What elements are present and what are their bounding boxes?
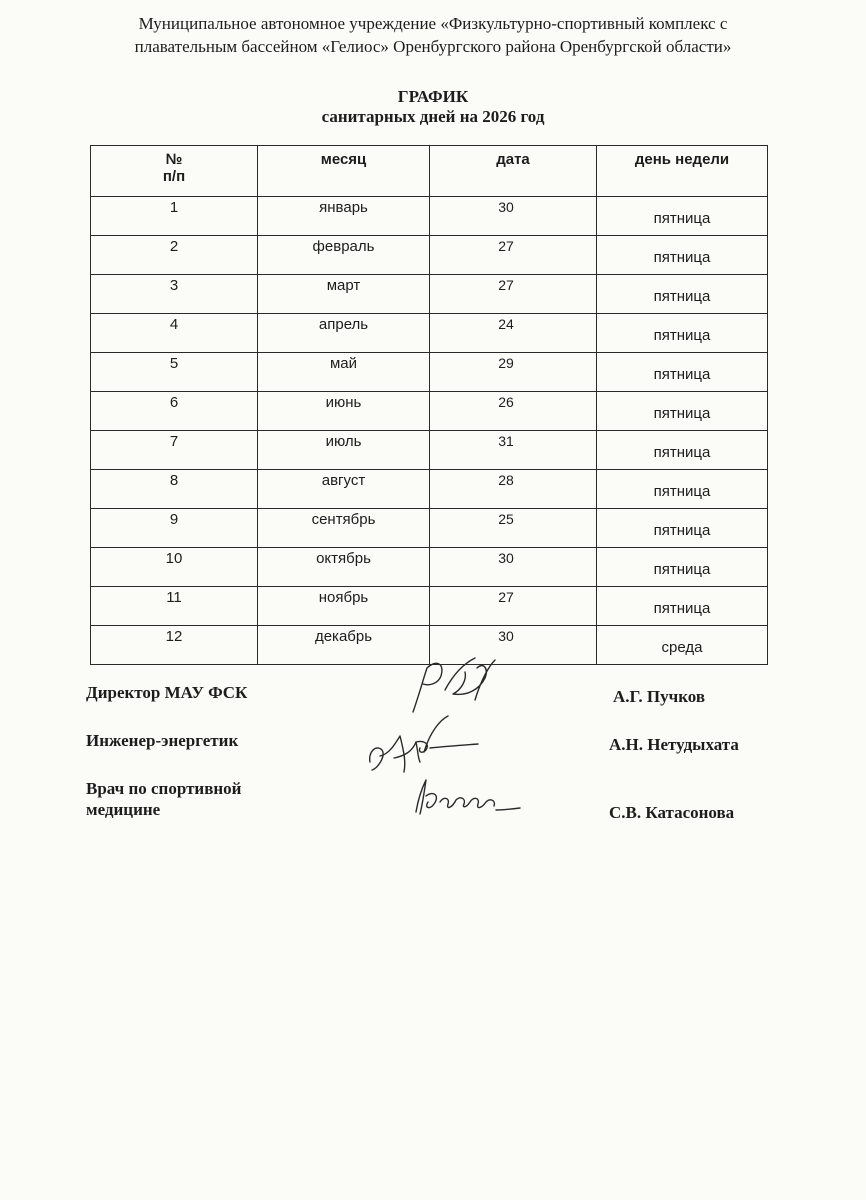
row-month: сентябрь: [258, 509, 430, 548]
row-weekday: пятница: [597, 314, 768, 353]
row-weekday: пятница: [597, 353, 768, 392]
row-number: 3: [91, 275, 258, 314]
row-month: май: [258, 353, 430, 392]
row-weekday: пятница: [597, 392, 768, 431]
header-number: [91, 146, 258, 197]
director-signature: [405, 650, 505, 720]
row-number: 2: [91, 236, 258, 275]
row-date: 24: [430, 314, 597, 353]
row-number: 9: [91, 509, 258, 548]
table-row: [91, 470, 768, 509]
row-month: февраль: [258, 236, 430, 275]
sanitary-days-table: [90, 145, 768, 665]
table-row: [91, 275, 768, 314]
row-date: 30: [430, 626, 597, 665]
row-weekday: пятница: [597, 275, 768, 314]
doctor-role-line1: Врач по спортивной: [86, 779, 242, 798]
table-row: [91, 236, 768, 275]
row-date: 26: [430, 392, 597, 431]
row-number: 11: [91, 587, 258, 626]
row-number: 7: [91, 431, 258, 470]
row-date: 29: [430, 353, 597, 392]
row-month: апрель: [258, 314, 430, 353]
doctor-name: С.В. Катасонова: [609, 803, 735, 822]
institution-name-line1: Муниципальное автономное учреждение «Физкультурно-спортивный комплекс с: [138, 14, 728, 33]
row-month: июль: [258, 431, 430, 470]
row-number: 8: [91, 470, 258, 509]
header-number-abbr: п/п: [162, 168, 186, 185]
table-row: [91, 392, 768, 431]
director-role: Директор МАУ ФСК: [86, 683, 248, 702]
row-weekday: пятница: [597, 236, 768, 275]
row-number: 1: [91, 197, 258, 236]
row-number: 5: [91, 353, 258, 392]
row-month: октябрь: [258, 548, 430, 587]
row-weekday: пятница: [597, 587, 768, 626]
header-date: дата: [430, 146, 597, 197]
row-month: август: [258, 470, 430, 509]
document-title: ГРАФИК: [397, 87, 469, 106]
institution-name-line2: плавательным бассейном «Гелиос» Оренбургского района Оренбургской области»: [134, 37, 732, 56]
row-weekday: пятница: [597, 197, 768, 236]
row-number: 6: [91, 392, 258, 431]
row-weekday: среда: [597, 626, 768, 665]
table-row: [91, 314, 768, 353]
table-row: [91, 548, 768, 587]
row-weekday: пятница: [597, 431, 768, 470]
row-number: 10: [91, 548, 258, 587]
row-date: 27: [430, 236, 597, 275]
row-month: март: [258, 275, 430, 314]
row-date: 30: [430, 548, 597, 587]
table-header-row: [91, 146, 768, 197]
header-number-symbol: №: [165, 151, 183, 168]
row-number: 4: [91, 314, 258, 353]
table-row: [91, 587, 768, 626]
row-date: 31: [430, 431, 597, 470]
row-date: 30: [430, 197, 597, 236]
row-weekday: пятница: [597, 548, 768, 587]
doctor-signature: [400, 772, 525, 822]
row-date: 27: [430, 587, 597, 626]
row-month: ноябрь: [258, 587, 430, 626]
doctor-role-line2: медицине: [86, 800, 161, 819]
header-weekday: день недели: [597, 146, 768, 197]
table-row: [91, 197, 768, 236]
document-subtitle: санитарных дней на 2026 год: [321, 107, 545, 126]
row-date: 27: [430, 275, 597, 314]
row-month: июнь: [258, 392, 430, 431]
row-date: 28: [430, 470, 597, 509]
row-date: 25: [430, 509, 597, 548]
header-month: месяц: [258, 146, 430, 197]
row-month: январь: [258, 197, 430, 236]
row-weekday: пятница: [597, 470, 768, 509]
table-row: [91, 431, 768, 470]
engineer-role: Инженер-энергетик: [86, 731, 239, 750]
table-row: [91, 353, 768, 392]
table-row: [91, 509, 768, 548]
row-month: декабрь: [258, 626, 430, 665]
row-number: 12: [91, 626, 258, 665]
engineer-name: А.Н. Нетудыхата: [609, 735, 739, 754]
director-name: А.Г. Пучков: [613, 687, 706, 706]
row-weekday: пятница: [597, 509, 768, 548]
